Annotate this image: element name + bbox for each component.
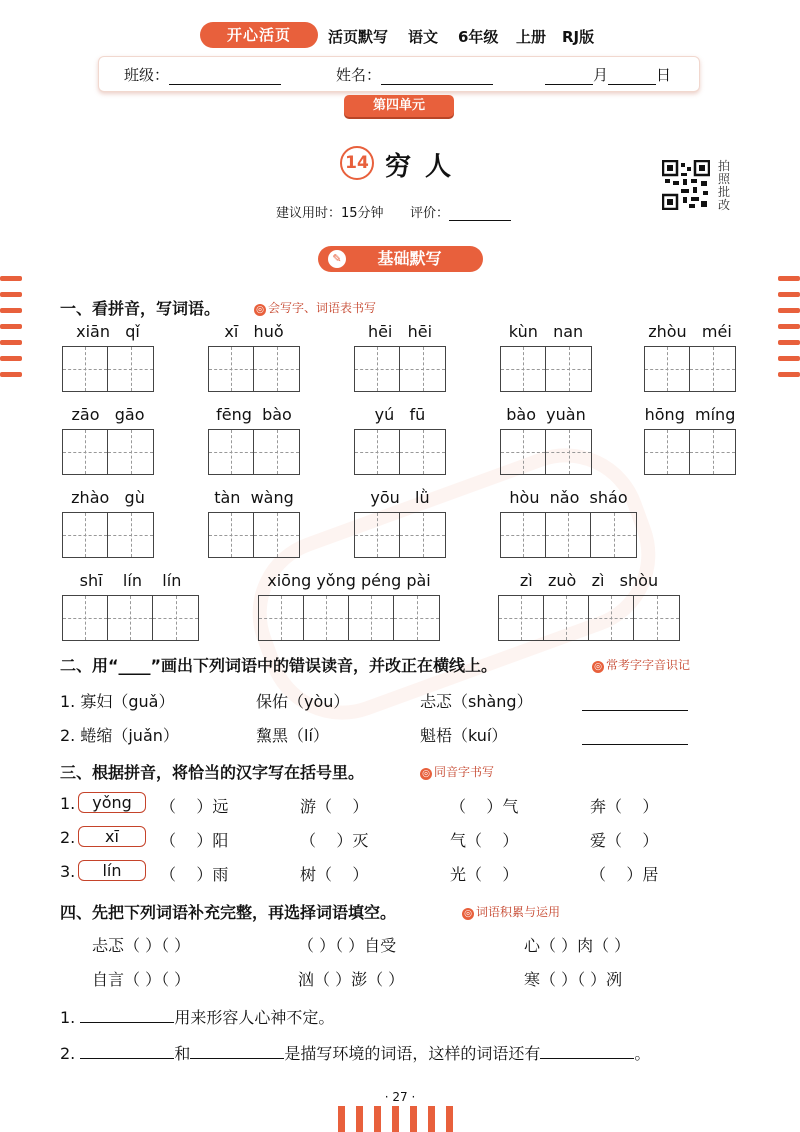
q3-blank-item[interactable]: （ ）阳 — [160, 831, 229, 850]
section-title: 基础默写 — [318, 246, 483, 272]
q2-badge: ◎ 常考字字音识记 — [592, 656, 690, 673]
q3-blank-item[interactable]: 爱（ ） — [590, 831, 659, 850]
grid-cell[interactable] — [546, 347, 591, 391]
pinyin-item — [258, 571, 440, 641]
q1-title: 一、看拼音，写词语。 — [60, 299, 221, 318]
date-field[interactable]: 月 日 — [545, 64, 671, 85]
writing-grid[interactable] — [498, 595, 680, 641]
grid-cell[interactable] — [501, 347, 546, 391]
writing-grid[interactable] — [644, 346, 736, 392]
grid-cell[interactable] — [209, 513, 254, 557]
footer-stripe — [374, 1106, 381, 1132]
writing-grid[interactable] — [62, 512, 154, 558]
grid-cell[interactable] — [304, 596, 349, 640]
writing-grid[interactable] — [62, 346, 154, 392]
grid-cell[interactable] — [544, 596, 589, 640]
book-name: 活页默写 — [328, 28, 389, 46]
q3-badge: ◎ 同音字书写 — [420, 763, 494, 780]
grid-cell[interactable] — [400, 347, 445, 391]
q3-pinyin-box: yǒng — [78, 792, 146, 813]
q4-badge: ◎ 词语积累与运用 — [462, 903, 560, 920]
pinyin-item — [208, 322, 300, 392]
q3-blank-item[interactable]: 光（ ） — [450, 865, 519, 884]
grid-cell[interactable] — [355, 430, 400, 474]
writing-grid[interactable] — [208, 512, 300, 558]
grid-cell[interactable] — [645, 347, 690, 391]
grid-cell[interactable] — [400, 430, 445, 474]
q3-blank-item[interactable]: 树（ ） — [300, 865, 369, 884]
pinyin-item — [500, 488, 637, 558]
q4-sentence-1: 1. 用来形容人心神不定。 — [60, 1008, 335, 1027]
q4-idiom-1[interactable]: 忐忑（ ）（ ） — [92, 936, 191, 955]
page-number: · 27 · — [384, 1090, 416, 1104]
q2-item-2a: 2. 蜷缩（juǎn） — [60, 726, 179, 745]
q4-idiom-2[interactable]: （ ）（ ）自受 — [298, 936, 397, 955]
footer-stripe — [338, 1106, 345, 1132]
q2-answer-1[interactable] — [582, 692, 688, 711]
pinyin-label: xiān qǐ — [76, 322, 140, 341]
pinyin-item — [644, 322, 736, 392]
q3-row-number: 1. — [60, 794, 76, 813]
grid-cell[interactable] — [259, 596, 304, 640]
pinyin-item — [354, 322, 446, 392]
q1-badge: ◎ 会写字、词语表书写 — [254, 299, 376, 316]
q3-blank-item[interactable]: （ ）居 — [590, 865, 659, 884]
pinyin-item — [208, 405, 300, 475]
q3-pinyin — [78, 860, 146, 881]
writing-grid[interactable] — [354, 346, 446, 392]
writing-grid[interactable] — [354, 429, 446, 475]
volume: 上册 — [516, 28, 547, 46]
q4-blank-4[interactable] — [540, 1042, 634, 1059]
pinyin-label: kùn nan — [508, 322, 584, 341]
footer-stripe — [392, 1106, 399, 1132]
q2-item-2c: 魁梧（kuí） — [420, 726, 508, 745]
q4-idiom-6[interactable]: 寒（ ）（ ）冽 — [524, 970, 623, 989]
writing-grid[interactable] — [62, 429, 154, 475]
lesson-title: 穷人 — [385, 152, 466, 182]
writing-grid[interactable] — [500, 429, 592, 475]
pinyin-label: bào yuàn — [506, 405, 586, 424]
grid-cell[interactable] — [355, 347, 400, 391]
grid-cell[interactable] — [394, 596, 439, 640]
pinyin-item — [62, 322, 154, 392]
q2-title: 二、用“____”画出下列词语中的错误读音，并改正在横线上。 — [60, 656, 498, 675]
pinyin-label: yú fū — [374, 405, 426, 424]
edition: RJ版 — [562, 28, 595, 46]
pinyin-label: tàn wàng — [214, 488, 294, 507]
q4-blank-1[interactable] — [80, 1006, 174, 1023]
pinyin-label: yōu lǜ — [370, 488, 430, 507]
grid-cell[interactable] — [690, 430, 735, 474]
grid-cell[interactable] — [108, 430, 153, 474]
footer-stripe — [446, 1106, 453, 1132]
grid-cell[interactable] — [209, 430, 254, 474]
q4-idiom-4[interactable]: 自言（ ）（ ） — [92, 970, 191, 989]
grid-cell[interactable] — [108, 347, 153, 391]
pinyin-item — [62, 488, 154, 558]
q2-item-2b: 黧黑（lí） — [256, 726, 329, 745]
subject: 语文 — [408, 28, 439, 46]
footer-stripe — [428, 1106, 435, 1132]
grid-cell[interactable] — [108, 596, 153, 640]
writing-grid[interactable] — [500, 346, 592, 392]
grid-cell[interactable] — [501, 430, 546, 474]
pinyin-label: zhòu méi — [648, 322, 732, 341]
grid-cell[interactable] — [400, 513, 445, 557]
writing-grid[interactable] — [258, 595, 440, 641]
pinyin-label: fēng bào — [216, 405, 292, 424]
q4-blank-2[interactable] — [80, 1042, 174, 1059]
q4-sentence-2: 2. 和 是描写环境的词语，这样的词语还有 。 — [60, 1044, 651, 1063]
footer-stripe — [410, 1106, 417, 1132]
q3-pinyin-box: xī — [78, 826, 146, 847]
grade: 6年级 — [458, 28, 499, 46]
grid-cell[interactable] — [355, 513, 400, 557]
grid-cell[interactable] — [108, 513, 153, 557]
writing-grid[interactable] — [208, 346, 300, 392]
pinyin-item — [208, 488, 300, 558]
grid-cell[interactable] — [63, 347, 108, 391]
q3-blank-item[interactable]: （ ）雨 — [160, 865, 229, 884]
grid-cell[interactable] — [349, 596, 394, 640]
grid-cell[interactable] — [153, 596, 198, 640]
evaluation-field[interactable]: 评价： — [410, 202, 511, 221]
writing-grid[interactable] — [354, 512, 446, 558]
qr-label: 拍照批改 — [718, 159, 731, 212]
pinyin-label: xiōng yǒng péng pài — [267, 571, 431, 590]
q3-blank-item[interactable]: 奔（ ） — [590, 797, 659, 816]
writing-grid[interactable] — [500, 512, 637, 558]
q2-item-1b: 保佑（yòu） — [256, 692, 350, 711]
grid-cell[interactable] — [589, 596, 634, 640]
q2-item-1a: 1. 寡妇（guǎ） — [60, 692, 175, 711]
lesson-number: 14 — [340, 146, 374, 180]
grid-cell[interactable] — [63, 596, 108, 640]
pinyin-item — [62, 571, 199, 641]
pinyin-item — [354, 488, 446, 558]
q4-title: 四、先把下列词语补充完整，再选择词语填空。 — [60, 903, 397, 922]
grid-cell[interactable] — [254, 513, 299, 557]
grid-cell[interactable] — [63, 430, 108, 474]
q3-blank-item[interactable]: 气（ ） — [450, 831, 519, 850]
grid-cell[interactable] — [645, 430, 690, 474]
qr-code-icon[interactable] — [662, 160, 710, 210]
grid-cell[interactable] — [254, 347, 299, 391]
suggested-time: 建议用时：15分钟 — [276, 206, 384, 221]
pinyin-label: xī huǒ — [224, 322, 284, 341]
pinyin-item — [354, 405, 446, 475]
pinyin-label: hòu nǎo sháo — [509, 488, 628, 507]
grid-cell[interactable] — [546, 430, 591, 474]
q3-blank-item[interactable]: （ ）远 — [160, 797, 229, 816]
pinyin-item — [644, 405, 736, 475]
q4-blank-3[interactable] — [190, 1042, 284, 1059]
q2-item-1c: 忐忑（shàng） — [420, 692, 533, 711]
brand-logo: 开心活页 — [200, 22, 318, 48]
unit-tag: 第四单元 — [344, 95, 454, 117]
q2-answer-2[interactable] — [582, 726, 688, 745]
pinyin-item — [500, 405, 592, 475]
grid-cell[interactable] — [546, 513, 591, 557]
grid-cell[interactable] — [501, 513, 546, 557]
q4-idiom-3[interactable]: 心（ ）肉（ ） — [524, 936, 631, 955]
pinyin-item — [500, 322, 592, 392]
q3-blank-item[interactable]: 游（ ） — [300, 797, 369, 816]
q3-pinyin-box: lín — [78, 860, 146, 881]
q3-title: 三、根据拼音，将恰当的汉字写在括号里。 — [60, 763, 365, 782]
pinyin-label: zhào gù — [71, 488, 145, 507]
grid-cell[interactable] — [634, 596, 679, 640]
grid-cell[interactable] — [254, 430, 299, 474]
grid-cell[interactable] — [591, 513, 636, 557]
writing-grid[interactable] — [62, 595, 199, 641]
q3-pinyin — [78, 792, 146, 813]
grid-cell[interactable] — [63, 513, 108, 557]
q3-row-number: 3. — [60, 862, 76, 881]
q3-row-number: 2. — [60, 828, 76, 847]
footer-stripe — [356, 1106, 363, 1132]
writing-grid[interactable] — [644, 429, 736, 475]
pinyin-label: zì zuò zì shòu — [519, 571, 659, 590]
class-field[interactable]: 班级： — [124, 64, 281, 85]
pinyin-item — [498, 571, 680, 641]
pinyin-label: hēi hēi — [367, 322, 433, 341]
q4-idiom-5[interactable]: 汹（ ）澎（ ） — [298, 970, 405, 989]
right-stripes — [778, 276, 800, 377]
grid-cell[interactable] — [690, 347, 735, 391]
pinyin-label: shī lín lín — [79, 571, 182, 590]
pinyin-label: hōng míng — [644, 405, 736, 424]
pen-icon: ✎ — [328, 250, 346, 268]
q3-pinyin — [78, 826, 146, 847]
grid-cell[interactable] — [209, 347, 254, 391]
q3-blank-item[interactable]: （ ）灭 — [300, 831, 369, 850]
pinyin-item — [62, 405, 154, 475]
writing-grid[interactable] — [208, 429, 300, 475]
left-stripes — [0, 276, 22, 377]
name-field[interactable]: 姓名： — [336, 64, 493, 85]
pinyin-label: zāo gāo — [71, 405, 145, 424]
grid-cell[interactable] — [499, 596, 544, 640]
q3-blank-item[interactable]: （ ）气 — [450, 797, 519, 816]
